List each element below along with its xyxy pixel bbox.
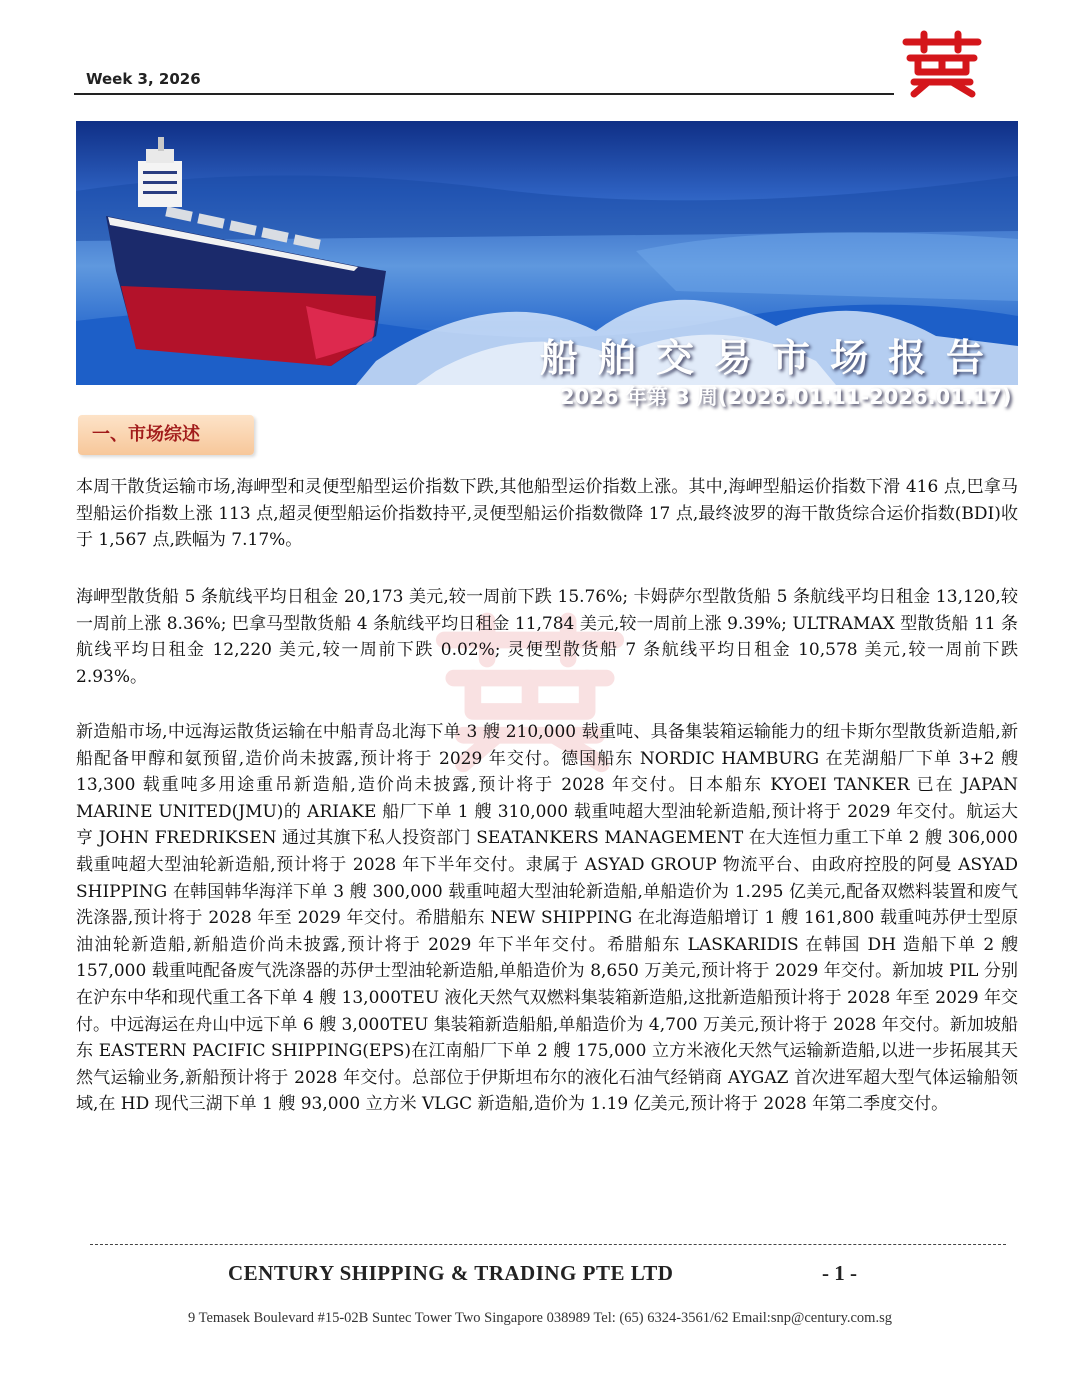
market-summary-paragraph: 本周干散货运输市场,海岬型和灵便型船型运价指数下跌,其他船型运价指数上涨。其中,海岬型船运价指数下滑 416 点,巴拿马型船运价指数上涨 113 点,超灵便型船运价指数持平,灵便型船运价指数微降 17 点,最终波罗的海干散货综合运价指数(BDI)收于 1,567 点,跌幅为 7.17%。 [76,477,1018,551]
report-banner [76,121,1018,409]
banner-subtitle: 2026 年第 3 周(2026.01.11-2026.01.17) [560,385,1012,409]
footer-company-name: CENTURY SHIPPING & TRADING PTE LTD [228,1261,674,1285]
footer-divider [90,1244,1006,1245]
page-number: - 1 - [822,1261,857,1285]
newbuilding-paragraph: 新造船市场,中远海运散货运输在中船青岛北海下单 3 艘 210,000 载重吨、具备集装箱运输能力的纽卡斯尔型散货新造船,新船配备甲醇和氨预留,造价尚未披露,预计将于 2029 年交付。德国船东 NORDIC HAMBURG 在芜湖船厂下单 3+2 艘 13,300 载重吨多用途重吊新造船,造价尚未披露,预计将于 2028 年交付。日本船东 KYOEI TANKER 已在 JAPAN MARINE UNITED(JMU)的 ARIAKE 船厂下单 1 艘 310,000 载重吨超大型油轮新造船,预计将于 2029 年交付。航运大亨 JOHN FREDRIKSEN 通过其旗下私人投资部门 SEATANKERS MANAGEMENT 在大连恒力重工下单 2 艘 306,000 载重吨超大型油轮新造船,预计将于 2028 年下半年交付。隶属于 ASYAD GROUP 物流平台、由政府控股的阿曼 ASYAD SHIPPING 在韩国韩华海洋下单 3 艘 300,000 载重吨超大型油轮新造船,单船造价为 1.295 亿美元,配备双燃料装置和废气洗涤器,预计将于 2028 年至 2029 年交付。希腊船东 NEW SHIPPING 在北海造船增订 1 艘 161,800 载重吨苏伊士型原油油轮新造船,新船造价尚未披露,预计将于 2029 年下半年交付。希腊船东 LASKARIDIS 在韩国 DH 造船下单 2 艘 157,000 载重吨配备废气洗涤器的苏伊士型油轮新造船,单船造价为 8,650 万美元,预计将于 2029 年交付。新加坡 PIL 分别在沪东中华和现代重工各下单 4 艘 13,000TEU 液化天然气双燃料集装箱新造船,这批新造船预计将于 2028 年至 2029 年交付。中远海运在舟山中远下单 6 艘 3,000TEU 集装箱新造船船,单船造价为 4,700 万美元,预计将于 2028 年交付。新加坡船东 EASTERN PACIFIC SHIPPING(EPS)在江南船厂下单 2 艘 175,000 立方米液化天然气运输新造船,以进一步拓展其天然气运输业务,新船预计将于 2028 年交付。总部位于伊斯坦布尔的液化石油气经销商 AYGAZ 首次进军超大型气体运输船领域,在 HD 现代三湖下单 1 艘 93,000 立方米 VLGC 新造船,造价为 1.19 亿美元,预计将于 2028 年第二季度交付。 [76,722,1018,1115]
banner-title: 船舶交易市场报告 [540,336,1005,380]
footer-address: 9 Temasek Boulevard #15-02B Suntec Tower Two Singapore 038989 Tel: (65) 6324-3561/62 Email:snp@century.com.sg [188,1310,892,1326]
header-rule [74,93,894,95]
section-heading: 一、市场综述 [78,415,254,455]
company-logo-icon [900,30,984,100]
week-label: Week 3, 2026 [86,70,201,88]
charter-rates-paragraph: 海岬型散货船 5 条航线平均日租金 20,173 美元,较一周前下跌 15.76%; 卡姆萨尔型散货船 5 条航线平均日租金 13,120,较一周前上涨 8.36%; 巴拿马型散货船 4 条航线平均日租金 11,784 美元,较一周前上涨 9.39%; ULTRAMAX 型散货船 11 条航线平均日租金 12,220 美元,较一周前下跌 0.02%; 灵便型散货船 7 条航线平均日租金 10,578 美元,较一周前下跌 2.93%。 [76,587,1018,687]
